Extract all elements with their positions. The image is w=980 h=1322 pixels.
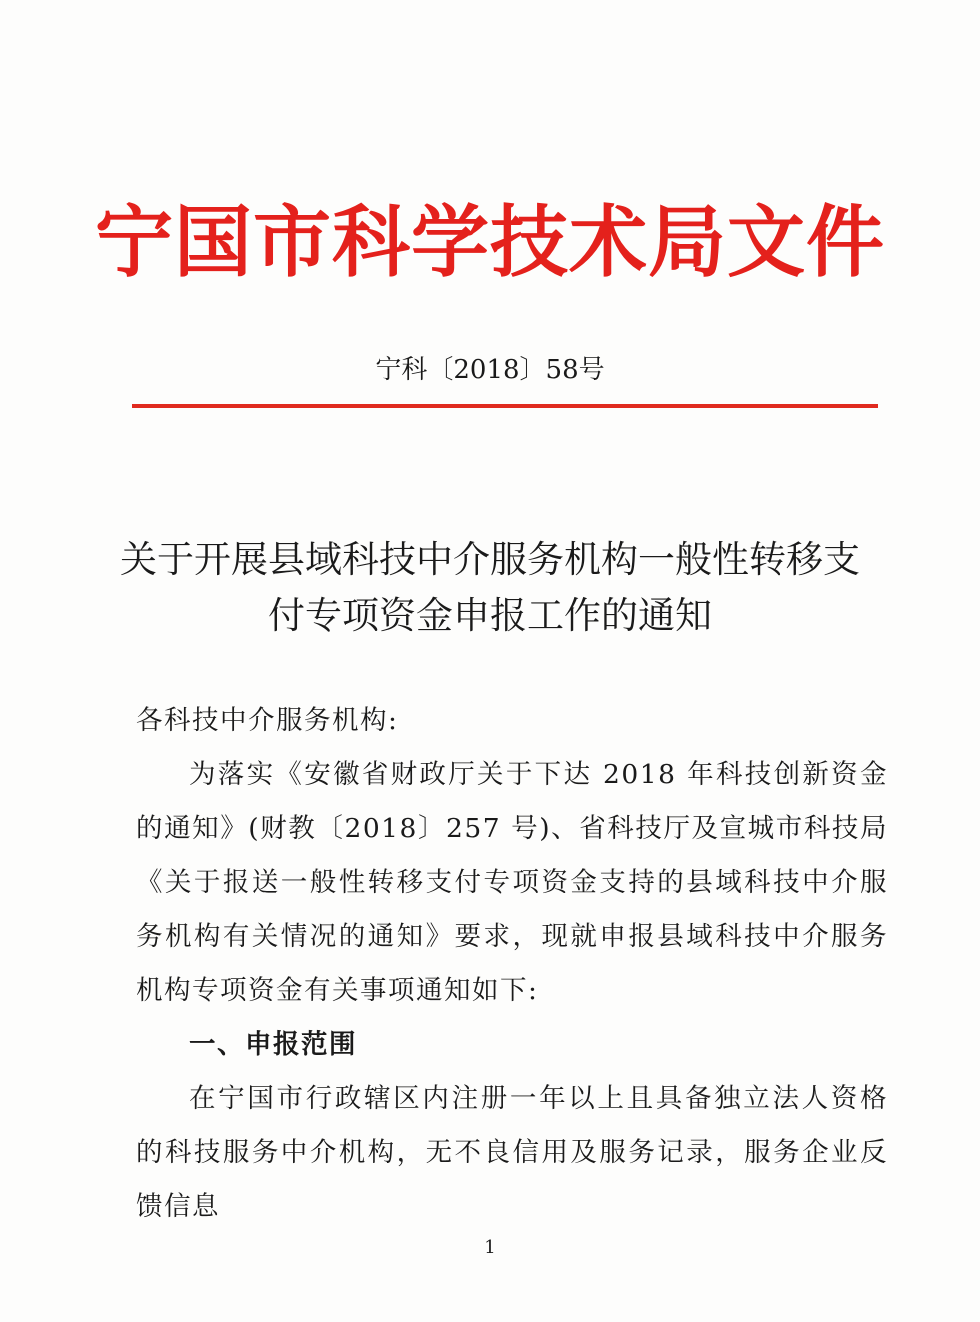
red-separator-line <box>132 404 878 408</box>
page-number: 1 <box>484 1237 496 1258</box>
document-title-line-1: 关于开展县域科技中介服务机构一般性转移支 <box>120 538 860 581</box>
document-body <box>136 694 888 1234</box>
salutation: 各科技中介服务机构: <box>136 705 399 736</box>
section-heading-1: 一、申报范围 <box>189 1029 357 1060</box>
body-paragraph-2: 在宁国市行政辖区内注册一年以上且具备独立法人资格的科技服务中介机构，无不良信用及服务记录，服务企业反馈信息 <box>136 1083 888 1222</box>
document-number: 宁科〔2018〕58号 <box>375 355 605 385</box>
document-title <box>100 532 880 644</box>
masthead-title: 宁国市科学技术局文件 <box>94 198 885 288</box>
body-paragraph-1: 为落实《安徽省财政厅关于下达 2018 年科技创新资金的通知》(财教〔2018〕257 号)、省科技厅及宣城市科技局《关于报送一般性转移支付专项资金支持的县域科技中介服务机构有关情况的通知》要求，现就申报县域科技中介服务机构专项资金有关事项通知如下: <box>136 759 888 1006</box>
document-title-line-2: 付专项资金申报工作的通知 <box>268 594 712 637</box>
